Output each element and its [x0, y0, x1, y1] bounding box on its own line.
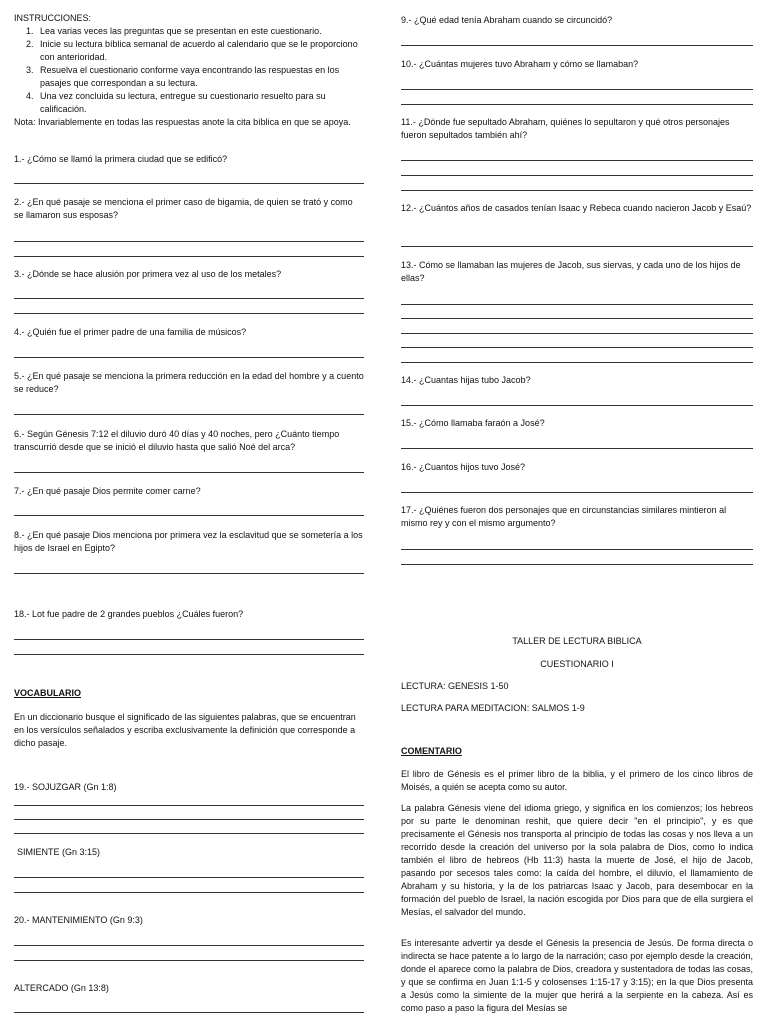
question-16: 16.- ¿Cuantos hijos tuvo José?: [401, 462, 526, 472]
vocabulary-heading: VOCABULARIO: [14, 688, 81, 698]
answer-line[interactable]: [14, 256, 364, 257]
answer-line[interactable]: [14, 573, 364, 574]
instruction-item: 2. Inicie su lectura bíblica semanal de acuerdo al calendario que se le proporciono con anterioridad.: [36, 38, 364, 64]
question-10: 10.- ¿Cuántas mujeres tuvo Abraham y cómo se llamaban?: [401, 59, 639, 69]
question-6: 6.- Según Génesis 7:12 el diluvio duró 40 días y 40 noches, pero ¿Cuánto tiempo transcurrió desde que se inició el diluvio hasta que salió Noé del arca?: [14, 429, 340, 452]
instructions-block: [14, 12, 364, 129]
question-9: 9.- ¿Qué edad tenía Abraham cuando se circuncidó?: [401, 15, 613, 25]
answer-line[interactable]: [14, 639, 364, 640]
answer-line[interactable]: [401, 160, 753, 161]
question-4: 4.- ¿Quién fue el primer padre de una familia de músicos?: [14, 327, 247, 337]
question-11: 11.- ¿Dónde fue sepultado Abraham, quiénes lo sepultaron y qué otros personajes fueron sepultados también ahí?: [401, 117, 730, 140]
answer-line[interactable]: [14, 515, 364, 516]
answer-line[interactable]: [401, 304, 753, 305]
answer-line[interactable]: [14, 298, 364, 299]
answer-line[interactable]: [14, 945, 364, 946]
answer-line[interactable]: [14, 654, 364, 655]
instructions-note: Nota: Invariablemente en todas las respuestas anote la cita bíblica en que se apoya.: [14, 117, 351, 127]
question-7: 7.- ¿En qué pasaje Dios permite comer carne?: [14, 486, 201, 496]
answer-line[interactable]: [14, 805, 364, 806]
commentary-heading: COMENTARIO: [401, 746, 462, 756]
answer-line[interactable]: [401, 362, 753, 363]
instructions-list: [14, 25, 364, 116]
answer-line[interactable]: [14, 960, 364, 961]
answer-line[interactable]: [401, 175, 753, 176]
answer-line[interactable]: [401, 318, 753, 319]
question-1: 1.- ¿Cómo se llamó la primera ciudad que se edificó?: [14, 154, 228, 164]
question-17: 17.- ¿Quiénes fueron dos personajes que en circunstancias similares mintieron al mismo rey y con el mismo argumento?: [401, 505, 727, 528]
commentary-paragraph: El libro de Génesis es el primer libro de la biblia, y el primero de los cinco libros de Moisés, a quién se acepta como su autor.: [401, 769, 753, 792]
instruction-item: 1. Lea varias veces las preguntas que se presentan en este cuestionario.: [36, 25, 364, 38]
answer-line[interactable]: [14, 892, 364, 893]
answer-line[interactable]: [401, 190, 753, 191]
answer-line[interactable]: [401, 549, 753, 550]
answer-line[interactable]: [14, 877, 364, 878]
instruction-item: 3. Resuelva el cuestionario conforme vaya encontrando las respuestas en los pasajes que correspondan a su lectura.: [36, 64, 364, 90]
answer-line[interactable]: [14, 472, 364, 473]
question-13: 13.- Cómo se llamaban las mujeres de Jacob, sus siervas, y cada uno de los hijos de ellas?: [401, 260, 741, 283]
page-subtitle: CUESTIONARIO I: [540, 659, 614, 669]
answer-line[interactable]: [401, 104, 753, 105]
answer-line[interactable]: [14, 313, 364, 314]
answer-line[interactable]: [401, 448, 753, 449]
vocab-word-altercado: ALTERCADO (Gn 13:8): [14, 983, 109, 993]
commentary-paragraph: Es interesante advertir ya desde el Génesis la presencia de Jesús. De forma directa o indirecta se hace patente a lo largo de la narración; caso por ejemplo desde la creación, donde el aparece como la palabra de Dios, creadora y sustentadora de todas las cosas, y que se confirma en Juan 1:1-5 y colosenses 1:15-17 y 3:15); en la que Dios presenta a Jesús como la simiente de la mujer que herirá a la serpiente en la cabeza. Así es como paso a paso la figura del Mesías se: [401, 938, 753, 1013]
question-8: 8.- ¿En qué pasaje Dios menciona por primera vez la esclavitud que se sometería a los hijos de Israel en Egipto?: [14, 530, 363, 553]
answer-line[interactable]: [401, 333, 753, 334]
reading-assignment: LECTURA: GENESIS 1-50: [401, 681, 509, 691]
instruction-item: 4. Una vez concluida su lectura, entregue su cuestionario resuelto para su calificación.: [36, 90, 364, 116]
vocab-word-20: 20.- MANTENIMIENTO (Gn 9:3): [14, 915, 143, 925]
answer-line[interactable]: [14, 833, 364, 834]
question-18: 18.- Lot fue padre de 2 grandes pueblos ¿Cuáles fueron?: [14, 609, 244, 619]
question-2: 2.- ¿En qué pasaje se menciona el primer caso de bigamia, de quien se trató y como se llamaron sus esposas?: [14, 197, 353, 220]
vocab-word-19: 19.- SOJUZGAR (Gn 1:8): [14, 782, 117, 792]
answer-line[interactable]: [14, 183, 364, 184]
question-5: 5.- ¿En qué pasaje se menciona la primera reducción en la edad del hombre y a cuento se reduce?: [14, 371, 364, 394]
answer-line[interactable]: [401, 45, 753, 46]
answer-line[interactable]: [14, 241, 364, 242]
answer-line[interactable]: [401, 89, 753, 90]
question-14: 14.- ¿Cuantas hijas tubo Jacob?: [401, 375, 531, 385]
answer-line[interactable]: [14, 357, 364, 358]
answer-line[interactable]: [401, 246, 753, 247]
answer-line[interactable]: [14, 819, 364, 820]
page-title: TALLER DE LECTURA BIBLICA: [512, 636, 642, 646]
answer-line[interactable]: [14, 1012, 364, 1013]
commentary-paragraph: La palabra Génesis viene del idioma griego, y significa en los comienzos; los hebreos por su parte le denominan reshit, que quiere decir "en el principio", y es que precisamente el Génesis nos transporta al principio de todas las cosas y nos lleva a un recorrido desde la creación del universo por la sola palabra de Dios, como lo indica también el libro de hebreos (Hb 11:3) hasta la muerte de José, el hijo de Jacob, pasando por secesos tales como: la caída del hombre, el diluvio, el llamamiento de Abraham y su historia, y la de los patriarcas Isaac y Jacob, para desembocar en la formación del pueblo de Israel, la nación escogida por Dios para que de ella surgiera el Mesías, el salvador del mundo.: [401, 803, 753, 917]
instructions-title: INSTRUCCIONES:: [14, 13, 92, 23]
meditation-reading: LECTURA PARA MEDITACION: SALMOS 1-9: [401, 703, 585, 713]
vocabulary-intro: En un diccionario busque el significado de las siguientes palabras, que se encuentran en los versículos señalados y escriba exclusivamente la definición que corresponde a dicho pasaje.: [14, 712, 356, 748]
answer-line[interactable]: [401, 347, 753, 348]
answer-line[interactable]: [401, 492, 753, 493]
answer-line[interactable]: [401, 405, 753, 406]
question-12: 12.- ¿Cuántos años de casados tenían Isaac y Rebeca cuando nacieron Jacob y Esaú?: [401, 203, 752, 213]
vocab-word-simiente: SIMIENTE (Gn 3:15): [17, 847, 101, 857]
question-3: 3.- ¿Dónde se hace alusión por primera vez al uso de los metales?: [14, 269, 282, 279]
question-15: 15.- ¿Cómo llamaba faraón a José?: [401, 418, 545, 428]
answer-line[interactable]: [14, 414, 364, 415]
answer-line[interactable]: [401, 564, 753, 565]
